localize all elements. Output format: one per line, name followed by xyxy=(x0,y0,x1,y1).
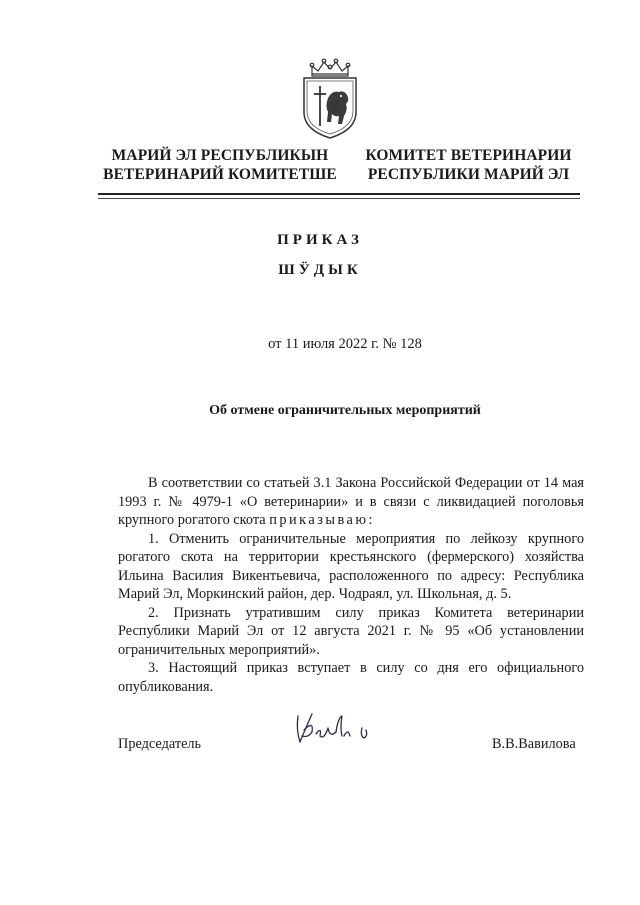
document-title-mari: ШӰДЫК xyxy=(278,262,362,278)
coat-of-arms-icon xyxy=(298,54,362,140)
header-russian-line-2: РЕСПУБЛИКИ МАРИЙ ЭЛ xyxy=(367,166,570,183)
paragraph-item-1: 1. Отменить ограничительные мероприятия по лейкозу крупного рогатого скота на территории крестьянского (фермерского) хозяйства Ильина Василия Викентьевича, расположенного по адресу: Республика Марий Эл, Моркинский район, дер. Чодраял, ул. Школьная, д. 5. xyxy=(118,530,584,602)
order-word: приказываю: xyxy=(269,512,376,528)
preamble-text: В соответствии со статьей 3.1 Закона Российской Федерации от 14 мая 1993 г. № 4979-1 «О ветеринарии» и в связи с ликвидацией поголовья крупного рогатого скота xyxy=(118,475,584,528)
paragraph-item-3: 3. Настоящий приказ вступает в силу со дня его официального опубликования. xyxy=(118,660,584,695)
header-divider-thick xyxy=(98,193,580,195)
signatory-name: В.В.Вавилова xyxy=(492,736,576,752)
header-russian-name xyxy=(362,146,575,184)
document-body xyxy=(118,474,584,696)
signatory-role: Председатель xyxy=(118,736,202,752)
paragraph-preamble xyxy=(118,474,584,530)
header-mari-name xyxy=(100,146,340,184)
header-mari-line-2: ВЕТЕРИНАРИЙ КОМИТЕТШЕ xyxy=(103,166,337,183)
paragraph-item-2: 2. Признать утратившим силу приказ Комитета ветеринарии Республики Марий Эл от 12 августа 2021 г. № 95 «Об установлении ограничительных мероприятий». xyxy=(118,604,584,658)
document-date-number: от 11 июля 2022 г. № 128 xyxy=(268,336,422,352)
handwritten-signature-icon xyxy=(290,706,380,756)
header-divider-thin xyxy=(98,198,580,199)
document-subject: Об отмене ограничительных мероприятий xyxy=(209,403,481,418)
header-mari-line-1: МАРИЙ ЭЛ РЕСПУБЛИКЫН xyxy=(111,147,329,164)
header-russian-line-1: КОМИТЕТ ВЕТЕРИНАРИИ xyxy=(365,147,572,164)
document-title-russian: ПРИКАЗ xyxy=(277,232,363,248)
